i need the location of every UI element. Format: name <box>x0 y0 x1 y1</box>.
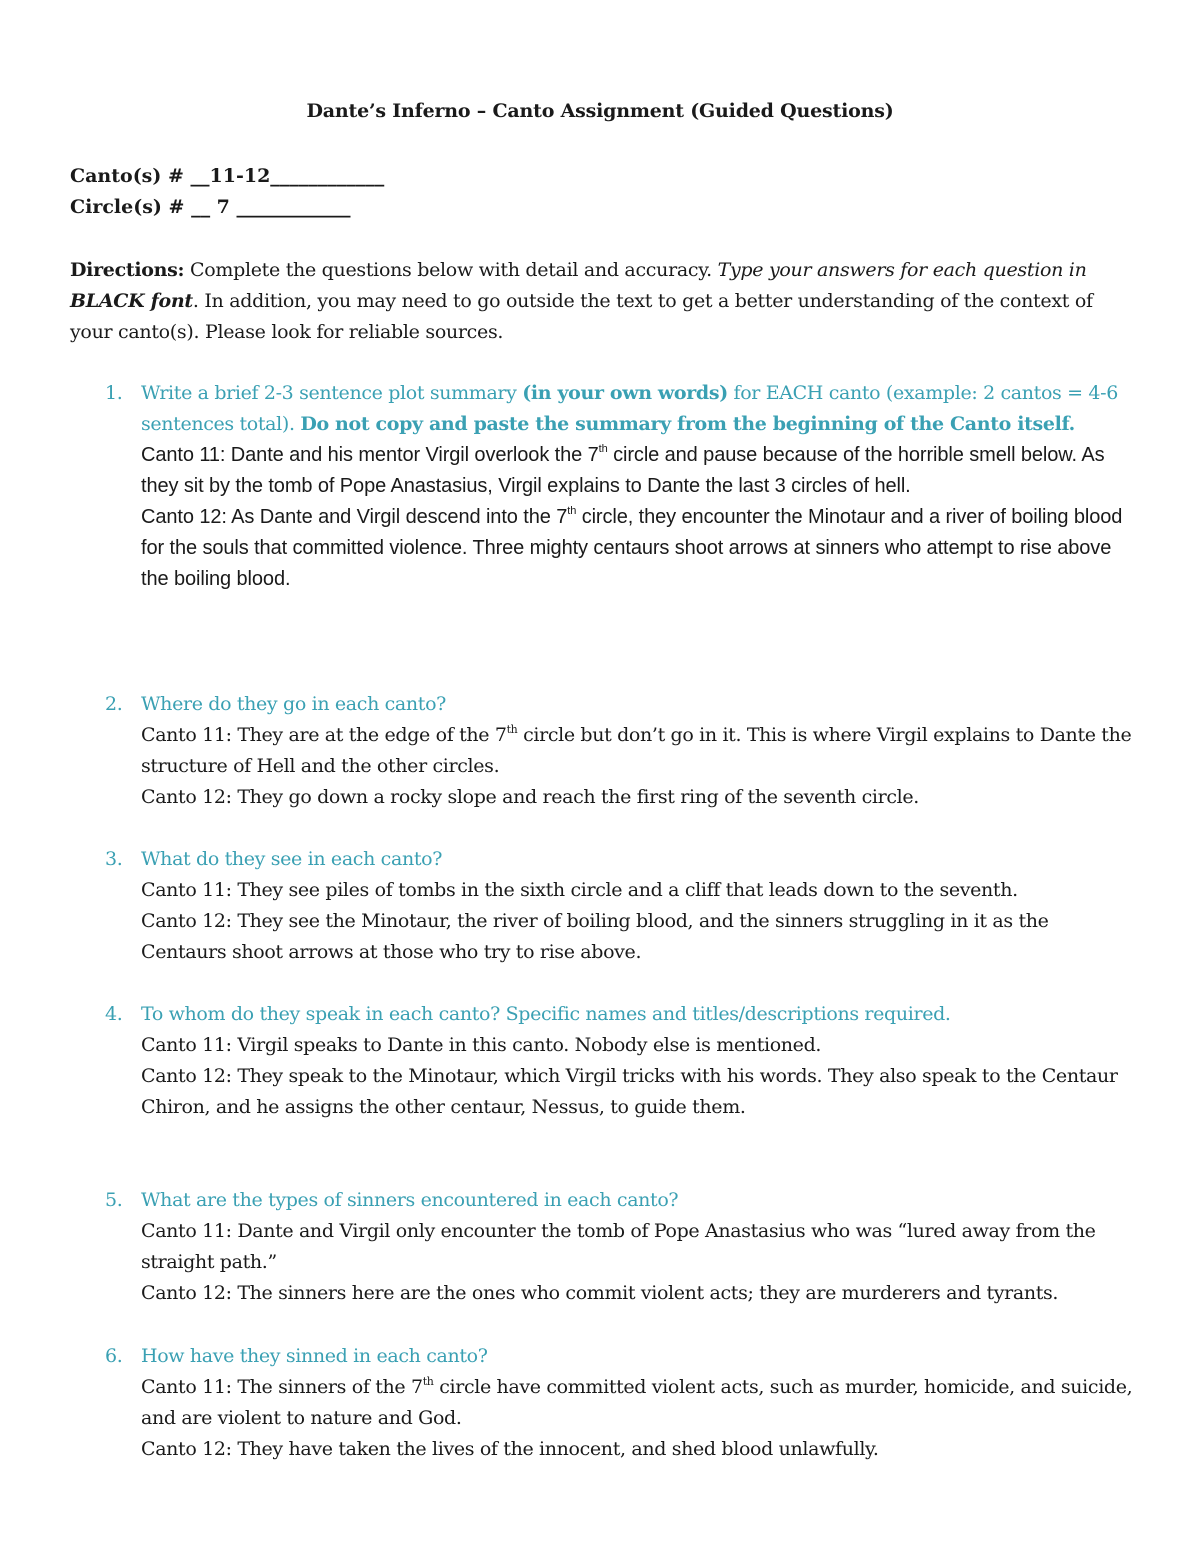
question-number: 5. <box>105 1189 123 1211</box>
question-4 <box>105 999 1135 1123</box>
question-number: 2. <box>105 693 123 715</box>
answer-canto-11: Canto 11: Dante and Virgil only encounter the tomb of Pope Anastasius who was “lured away from the straight path.” <box>141 1220 1096 1273</box>
question-1 <box>105 378 1135 595</box>
answer-text: circle have committed violent acts, such as murder, homicide, and suicide, and are violent to nature and God. <box>141 1376 1133 1429</box>
question-prompt: Where do they go in each canto? <box>141 693 447 715</box>
answer-canto-12: Canto 12: They have taken the lives of the innocent, and shed blood unlawfully. <box>141 1438 879 1460</box>
superscript: th <box>506 722 518 736</box>
answer-canto-11 <box>141 720 1135 782</box>
canto-label: Canto(s) # <box>70 165 191 187</box>
circle-number-field <box>70 196 351 218</box>
directions-paragraph <box>70 255 1130 348</box>
superscript: th <box>422 1374 434 1388</box>
directions-label: Directions: <box>70 259 185 281</box>
question-prompt <box>141 378 1135 440</box>
directions-text-1: Complete the questions below with detail and accuracy. <box>184 259 718 281</box>
directions-bold-italic: BLACK font <box>70 290 193 312</box>
answer-canto-11 <box>141 1372 1135 1434</box>
answer-canto-11 <box>141 440 1135 502</box>
answer-text: Canto 11: They are at the edge of the 7 <box>141 724 507 746</box>
question-6 <box>105 1341 1135 1465</box>
question-number: 1. <box>105 382 123 404</box>
superscript: th <box>567 505 577 518</box>
canto-value: __11-12____________ <box>190 165 385 187</box>
page-title: Dante’s Inferno – Canto Assignment (Guided Questions) <box>306 100 894 122</box>
question-2 <box>105 689 1135 813</box>
answer-text: circle and pause because of the horrible smell below. As they sit by the tomb of Pope Anastasius, Virgil explains to Dante the last 3 circles of hell. <box>141 444 1105 497</box>
prompt-text: for EACH canto (example: 2 cantos = 4-6 sentences total). <box>141 382 1118 435</box>
question-prompt: How have they sinned in each canto? <box>141 1345 488 1367</box>
prompt-bold: (in your own words) <box>522 382 728 404</box>
answer-canto-12 <box>141 502 1135 595</box>
question-number: 3. <box>105 848 123 870</box>
question-prompt: To whom do they speak in each canto? Specific names and titles/descriptions required. <box>141 1003 951 1025</box>
question-number: 6. <box>105 1345 123 1367</box>
prompt-bold: Do not copy and paste the summary from the beginning of the Canto itself. <box>300 413 1075 435</box>
answer-text: Canto 12: As Dante and Virgil descend into the 7 <box>141 506 568 528</box>
directions-text-2: . In addition, you may need to go outside the text to get a better understanding of the context of your canto(s). Please look for reliable sources. <box>70 290 1093 343</box>
question-prompt: What are the types of sinners encountered in each canto? <box>141 1189 679 1211</box>
canto-number-field <box>70 165 384 187</box>
circle-label: Circle(s) # <box>70 196 192 218</box>
answer-canto-12: Canto 12: They see the Minotaur, the river of boiling blood, and the sinners struggling in it as the Centaurs shoot arrows at those who try to rise above. <box>141 910 1049 963</box>
question-5 <box>105 1185 1135 1309</box>
question-3 <box>105 844 1135 968</box>
circle-value: __ 7 ____________ <box>191 196 351 218</box>
answer-text: Canto 11: Dante and his mentor Virgil overlook the 7 <box>141 444 599 466</box>
answer-text: Canto 11: The sinners of the 7 <box>141 1376 423 1398</box>
directions-italic: Type your answers for each question in <box>717 259 1087 281</box>
superscript: th <box>598 443 608 456</box>
question-number: 4. <box>105 1003 123 1025</box>
answer-canto-12: Canto 12: They speak to the Minotaur, which Virgil tricks with his words. They also speak to the Centaur Chiron, and he assigns the other centaur, Nessus, to guide them. <box>141 1065 1118 1118</box>
question-prompt: What do they see in each canto? <box>141 848 443 870</box>
answer-canto-11: Canto 11: Virgil speaks to Dante in this canto. Nobody else is mentioned. <box>141 1034 822 1056</box>
answer-text: circle but don’t go in it. This is where Virgil explains to Dante the structure of Hell and the other circles. <box>141 724 1132 777</box>
answer-canto-12: Canto 12: They go down a rocky slope and reach the first ring of the seventh circle. <box>141 786 919 808</box>
answer-text: circle, they encounter the Minotaur and a river of boiling blood for the souls that committed violence. Three mighty centaurs shoot arrows at sinners who attempt to rise above the boiling blood. <box>141 506 1123 590</box>
answer-canto-12: Canto 12: The sinners here are the ones who commit violent acts; they are murderers and tyrants. <box>141 1282 1059 1304</box>
prompt-text: Write a brief 2-3 sentence plot summary <box>141 382 523 404</box>
answer-canto-11: Canto 11: They see piles of tombs in the sixth circle and a cliff that leads down to the seventh. <box>141 879 1018 901</box>
